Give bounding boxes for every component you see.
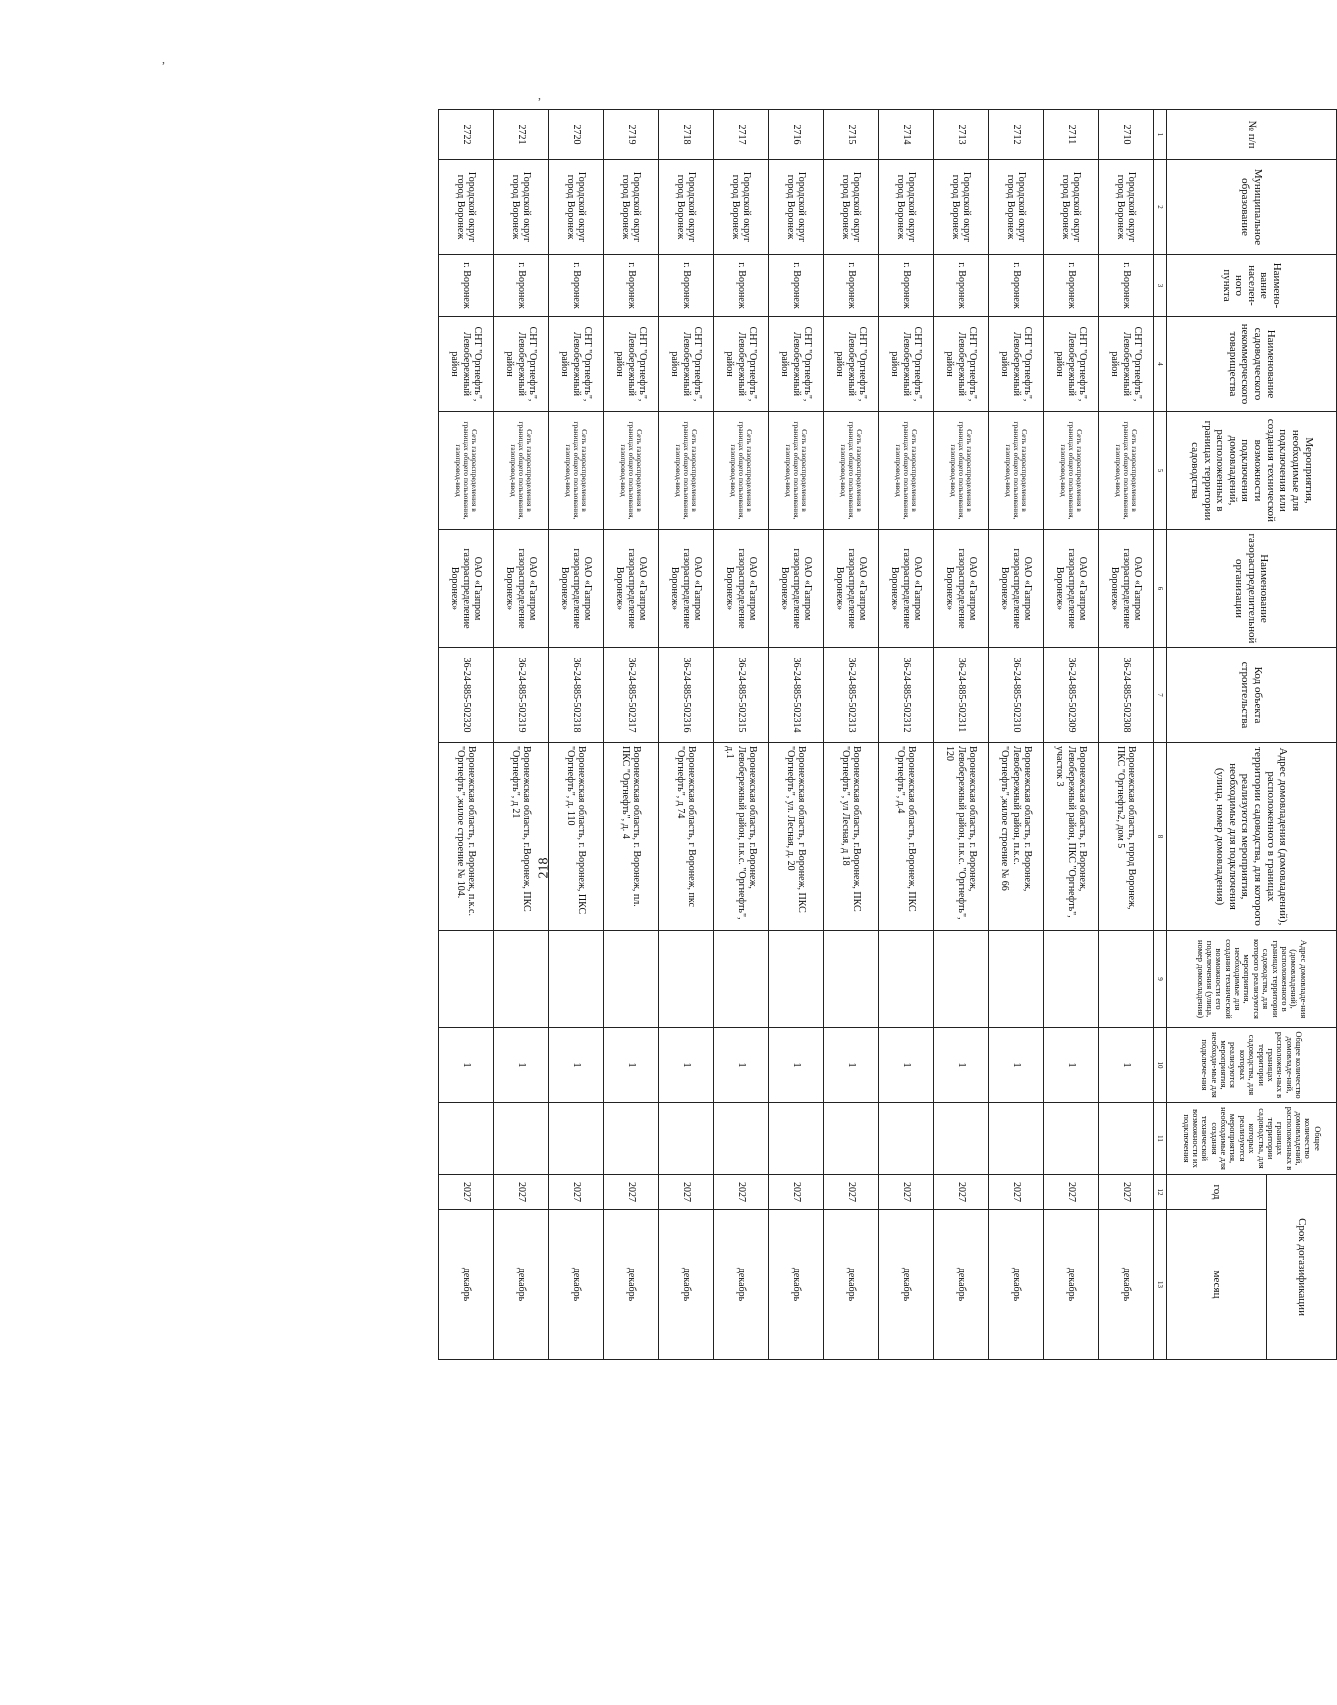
count-cell: 1 bbox=[549, 1028, 604, 1103]
year-cell: 2027 bbox=[714, 1175, 769, 1210]
object-code-cell: 36-24-885-502317 bbox=[604, 648, 659, 743]
year-cell: 2027 bbox=[659, 1175, 714, 1210]
settlement-cell: г. Воронеж bbox=[549, 255, 604, 317]
row-number: 2715 bbox=[824, 110, 879, 160]
settlement-cell: г. Воронеж bbox=[769, 255, 824, 317]
count-tech-cell bbox=[989, 1103, 1044, 1175]
municipality-cell: Городской округ город Воронеж bbox=[769, 160, 824, 255]
address-cell: Воронежская область, г. Воронеж, Левобережный район, ПКС "Оргнефть", участок 3 bbox=[1044, 743, 1099, 931]
event-cell: Сеть газораспределения в границах общего пользования, газопровод-ввод bbox=[1044, 412, 1099, 530]
event-cell: Сеть газораспределения в границах общего пользования, газопровод-ввод bbox=[1099, 412, 1154, 530]
municipality-cell: Городской округ город Воронеж bbox=[879, 160, 934, 255]
address-cell: Воронежская область, г. Воронеж, п.к.с. "Оргнефть",жилое строение № 104. bbox=[439, 743, 494, 931]
object-code-cell: 36-24-885-502315 bbox=[714, 648, 769, 743]
row-number: 2717 bbox=[714, 110, 769, 160]
address-tech-cell bbox=[934, 931, 989, 1028]
header-month: месяц bbox=[1167, 1210, 1267, 1360]
snt-cell: СНТ "Оргнефть", Левобережный район bbox=[879, 317, 934, 412]
address-tech-cell bbox=[494, 931, 549, 1028]
municipality-cell: Городской округ город Воронеж bbox=[1099, 160, 1154, 255]
column-number: 9 bbox=[1154, 931, 1167, 1028]
table-row bbox=[714, 110, 769, 1360]
object-code-cell: 36-24-885-502311 bbox=[934, 648, 989, 743]
column-number: 1 bbox=[1154, 110, 1167, 160]
month-cell: декабрь bbox=[769, 1210, 824, 1360]
table-row bbox=[879, 110, 934, 1360]
document-table-area bbox=[77, 109, 1337, 1316]
table-row bbox=[1044, 110, 1099, 1360]
object-code-cell: 36-24-885-502320 bbox=[439, 648, 494, 743]
object-code-cell: 36-24-885-502319 bbox=[494, 648, 549, 743]
count-tech-cell bbox=[494, 1103, 549, 1175]
gas-org-cell: ОАО «Газпром газораспределение Воронеж» bbox=[824, 530, 879, 648]
year-cell: 2027 bbox=[494, 1175, 549, 1210]
object-code-cell: 36-24-885-502313 bbox=[824, 648, 879, 743]
municipality-cell: Городской округ город Воронеж bbox=[604, 160, 659, 255]
column-number: 2 bbox=[1154, 160, 1167, 255]
object-code-cell: 36-24-885-502310 bbox=[989, 648, 1044, 743]
count-tech-cell bbox=[934, 1103, 989, 1175]
object-code-cell: 36-24-885-502316 bbox=[659, 648, 714, 743]
year-cell: 2027 bbox=[769, 1175, 824, 1210]
object-code-cell: 36-24-885-502314 bbox=[769, 648, 824, 743]
address-cell: Воронежская область, г.Воронеж, ПКС "Оргнефть", д.4 bbox=[879, 743, 934, 931]
column-number: 10 bbox=[1154, 1028, 1167, 1103]
page-number: 218 bbox=[536, 857, 552, 879]
row-number: 2716 bbox=[769, 110, 824, 160]
month-cell: декабрь bbox=[659, 1210, 714, 1360]
gas-org-cell: ОАО «Газпром газораспределение Воронеж» bbox=[494, 530, 549, 648]
gas-org-cell: ОАО «Газпром газораспределение Воронеж» bbox=[549, 530, 604, 648]
snt-cell: СНТ "Оргнефть", Левобережный район bbox=[439, 317, 494, 412]
count-tech-cell bbox=[879, 1103, 934, 1175]
month-cell: декабрь bbox=[604, 1210, 659, 1360]
year-cell: 2027 bbox=[934, 1175, 989, 1210]
settlement-cell: г. Воронеж bbox=[824, 255, 879, 317]
year-cell: 2027 bbox=[824, 1175, 879, 1210]
gas-org-cell: ОАО «Газпром газораспределение Воронеж» bbox=[989, 530, 1044, 648]
gas-org-cell: ОАО «Газпром газораспределение Воронеж» bbox=[604, 530, 659, 648]
address-tech-cell bbox=[659, 931, 714, 1028]
table-row bbox=[824, 110, 879, 1360]
column-number: 4 bbox=[1154, 317, 1167, 412]
event-cell: Сеть газораспределения в границах общего пользования, газопровод-ввод bbox=[879, 412, 934, 530]
event-cell: Сеть газораспределения в границах общего пользования, газопровод-ввод bbox=[824, 412, 879, 530]
settlement-cell: г. Воронеж bbox=[1044, 255, 1099, 317]
table-body bbox=[439, 110, 1154, 1360]
gas-org-cell: ОАО «Газпром газораспределение Воронеж» bbox=[1044, 530, 1099, 648]
count-cell: 1 bbox=[494, 1028, 549, 1103]
count-tech-cell bbox=[769, 1103, 824, 1175]
header-num: № п/п bbox=[1167, 110, 1337, 160]
header-address-tech: Адрес домовладе-ния (домовладений), расположенного в границах территории садоводства, для которого реализуются мероприятия, необходимые для создания технической возможности его подключения (улица, номер домовладения) bbox=[1167, 931, 1337, 1028]
event-cell: Сеть газораспределения в границах общего пользования, газопровод-ввод bbox=[439, 412, 494, 530]
address-tech-cell bbox=[769, 931, 824, 1028]
gas-org-cell: ОАО «Газпром газораспределение Воронеж» bbox=[439, 530, 494, 648]
row-number: 2712 bbox=[989, 110, 1044, 160]
snt-cell: СНТ "Оргнефть", Левобережный район bbox=[989, 317, 1044, 412]
municipality-cell: Городской округ город Воронеж bbox=[439, 160, 494, 255]
municipality-cell: Городской округ город Воронеж bbox=[494, 160, 549, 255]
address-cell: Воронежская область, г. Воронеж, пл. ПКС "Оргнефть", д. 4 bbox=[604, 743, 659, 931]
snt-cell: СНТ "Оргнефть", Левобережный район bbox=[714, 317, 769, 412]
address-tech-cell bbox=[879, 931, 934, 1028]
object-code-cell: 36-24-885-502309 bbox=[1044, 648, 1099, 743]
row-number: 2719 bbox=[604, 110, 659, 160]
address-cell: Воронежская область, г. Воронеж, Левобережный район, п.к.с. "Оргнефть", 120 bbox=[934, 743, 989, 931]
count-tech-cell bbox=[604, 1103, 659, 1175]
table-row bbox=[769, 110, 824, 1360]
count-cell: 1 bbox=[1044, 1028, 1099, 1103]
scan-speck: , bbox=[162, 52, 165, 66]
column-number: 5 bbox=[1154, 412, 1167, 530]
gas-org-cell: ОАО «Газпром газораспределение Воронеж» bbox=[659, 530, 714, 648]
snt-cell: СНТ "Оргнефть", Левобережный район bbox=[769, 317, 824, 412]
municipality-cell: Городской округ город Воронеж bbox=[1044, 160, 1099, 255]
table-row bbox=[494, 110, 549, 1360]
row-number: 2718 bbox=[659, 110, 714, 160]
address-tech-cell bbox=[714, 931, 769, 1028]
count-cell: 1 bbox=[934, 1028, 989, 1103]
column-number: 3 bbox=[1154, 255, 1167, 317]
table-row bbox=[549, 110, 604, 1360]
gas-org-cell: ОАО «Газпром газораспределение Воронеж» bbox=[769, 530, 824, 648]
row-number: 2721 bbox=[494, 110, 549, 160]
rotated-table-container bbox=[187, 109, 1337, 1369]
table-row bbox=[989, 110, 1044, 1360]
count-tech-cell bbox=[1099, 1103, 1154, 1175]
address-cell: Воронежская область, г. Воронеж, Левобережный район, п.к.с. "Оргнефть",жилое строение № 66 bbox=[989, 743, 1044, 931]
count-cell: 1 bbox=[1099, 1028, 1154, 1103]
header-object-code: Код объекта строительства bbox=[1167, 648, 1337, 743]
header-gas-org: Наименование газораспределительной организации bbox=[1167, 530, 1337, 648]
gas-org-cell: ОАО «Газпром газораспределение Воронеж» bbox=[879, 530, 934, 648]
count-cell: 1 bbox=[989, 1028, 1044, 1103]
gasification-table bbox=[438, 109, 1337, 1360]
municipality-cell: Городской округ город Воронеж bbox=[659, 160, 714, 255]
event-cell: Сеть газораспределения в границах общего пользования, газопровод-ввод bbox=[989, 412, 1044, 530]
address-tech-cell bbox=[604, 931, 659, 1028]
gas-org-cell: ОАО «Газпром газораспределение Воронеж» bbox=[714, 530, 769, 648]
count-tech-cell bbox=[824, 1103, 879, 1175]
address-cell: Воронежская область, г.Воронеж, Левобережный район, п.к.с. "Оргнефть", д.1 bbox=[714, 743, 769, 931]
count-cell: 1 bbox=[769, 1028, 824, 1103]
address-cell: Воронежская область, г. Воронеж, ПКС "Оргнефть", д. 110 bbox=[549, 743, 604, 931]
municipality-cell: Городской округ город Воронеж bbox=[714, 160, 769, 255]
count-cell: 1 bbox=[714, 1028, 769, 1103]
table-row bbox=[934, 110, 989, 1360]
table-row bbox=[659, 110, 714, 1360]
header-municipality: Муниципальное образование bbox=[1167, 160, 1337, 255]
settlement-cell: г. Воронеж bbox=[714, 255, 769, 317]
year-cell: 2027 bbox=[604, 1175, 659, 1210]
row-number: 2720 bbox=[549, 110, 604, 160]
count-tech-cell bbox=[659, 1103, 714, 1175]
header-year: год bbox=[1167, 1175, 1267, 1210]
header-events: Мероприятия, необходимые для подключения или создания технической возможности подключения домовладений, расположенных в границах территории садоводства bbox=[1167, 412, 1337, 530]
row-number: 2710 bbox=[1099, 110, 1154, 160]
count-tech-cell bbox=[1044, 1103, 1099, 1175]
event-cell: Сеть газораспределения в границах общего пользования, газопровод-ввод bbox=[714, 412, 769, 530]
address-tech-cell bbox=[549, 931, 604, 1028]
month-cell: декабрь bbox=[714, 1210, 769, 1360]
settlement-cell: г. Воронеж bbox=[494, 255, 549, 317]
count-cell: 1 bbox=[824, 1028, 879, 1103]
month-cell: декабрь bbox=[549, 1210, 604, 1360]
count-tech-cell bbox=[439, 1103, 494, 1175]
count-cell: 1 bbox=[439, 1028, 494, 1103]
event-cell: Сеть газораспределения в границах общего пользования, газопровод-ввод bbox=[934, 412, 989, 530]
table-row bbox=[439, 110, 494, 1360]
snt-cell: СНТ "Оргнефть", Левобережный район bbox=[934, 317, 989, 412]
count-tech-cell bbox=[549, 1103, 604, 1175]
month-cell: декабрь bbox=[989, 1210, 1044, 1360]
address-tech-cell bbox=[824, 931, 879, 1028]
scan-speck: , bbox=[538, 88, 541, 102]
year-cell: 2027 bbox=[1044, 1175, 1099, 1210]
event-cell: Сеть газораспределения в границах общего пользования, газопровод-ввод bbox=[769, 412, 824, 530]
object-code-cell: 36-24-885-502312 bbox=[879, 648, 934, 743]
address-tech-cell bbox=[1099, 931, 1154, 1028]
year-cell: 2027 bbox=[879, 1175, 934, 1210]
snt-cell: СНТ "Оргнефть", Левобережный район bbox=[659, 317, 714, 412]
address-tech-cell bbox=[1044, 931, 1099, 1028]
snt-cell: СНТ "Оргнефть", Левобережный район bbox=[1099, 317, 1154, 412]
address-cell: Воронежская область, г.Воронеж, ПКС "Оргнефть", д 21 bbox=[494, 743, 549, 931]
snt-cell: СНТ "Оргнефть", Левобережный район bbox=[604, 317, 659, 412]
month-cell: декабрь bbox=[439, 1210, 494, 1360]
count-cell: 1 bbox=[604, 1028, 659, 1103]
snt-cell: СНТ "Оргнефть", Левобережный район bbox=[494, 317, 549, 412]
month-cell: декабрь bbox=[879, 1210, 934, 1360]
month-cell: декабрь bbox=[1099, 1210, 1154, 1360]
header-deadline: Срок догазификации bbox=[1267, 1175, 1337, 1360]
settlement-cell: г. Воронеж bbox=[879, 255, 934, 317]
object-code-cell: 36-24-885-502308 bbox=[1099, 648, 1154, 743]
municipality-cell: Городской округ город Воронеж bbox=[934, 160, 989, 255]
table-row bbox=[604, 110, 659, 1360]
settlement-cell: г. Воронеж bbox=[604, 255, 659, 317]
month-cell: декабрь bbox=[1044, 1210, 1099, 1360]
row-number: 2714 bbox=[879, 110, 934, 160]
municipality-cell: Городской округ город Воронеж bbox=[824, 160, 879, 255]
municipality-cell: Городской округ город Воронеж bbox=[549, 160, 604, 255]
address-tech-cell bbox=[989, 931, 1044, 1028]
column-number-row bbox=[1154, 110, 1167, 1360]
count-cell: 1 bbox=[659, 1028, 714, 1103]
municipality-cell: Городской округ город Воронеж bbox=[989, 160, 1044, 255]
settlement-cell: г. Воронеж bbox=[659, 255, 714, 317]
snt-cell: СНТ "Оргнефть", Левобережный район bbox=[549, 317, 604, 412]
header-row bbox=[1267, 110, 1337, 1360]
event-cell: Сеть газораспределения в границах общего пользования, газопровод-ввод bbox=[604, 412, 659, 530]
event-cell: Сеть газораспределения в границах общего пользования, газопровод-ввод bbox=[659, 412, 714, 530]
row-number: 2711 bbox=[1044, 110, 1099, 160]
event-cell: Сеть газораспределения в границах общего пользования, газопровод-ввод bbox=[549, 412, 604, 530]
row-number: 2722 bbox=[439, 110, 494, 160]
address-cell: Воронежская область, г Воронеж, ПКС "Оргнефть", ул. Лесная, д. 20 bbox=[769, 743, 824, 931]
year-cell: 2027 bbox=[989, 1175, 1044, 1210]
event-cell: Сеть газораспределения в границах общего пользования, газопровод-ввод bbox=[494, 412, 549, 530]
month-cell: декабрь bbox=[824, 1210, 879, 1360]
header-snt: Наименование садоводческого некоммерческого товарищества bbox=[1167, 317, 1337, 412]
year-cell: 2027 bbox=[1099, 1175, 1154, 1210]
gas-org-cell: ОАО «Газпром газораспределение Воронеж» bbox=[1099, 530, 1154, 648]
address-cell: Воронежская область, город Воронеж, ПКС "Оргнефть2, дом 5 bbox=[1099, 743, 1154, 931]
header-count-tech: Общее количество домовладений, расположенных в границах территории садоводства, для которых реализуются мероприятия, необходимые для создания технической возможности их подключения bbox=[1167, 1103, 1337, 1175]
count-tech-cell bbox=[714, 1103, 769, 1175]
header-settlement: Наимено-вание населен-ного пункта bbox=[1167, 255, 1337, 317]
gas-org-cell: ОАО «Газпром газораспределение Воронеж» bbox=[934, 530, 989, 648]
snt-cell: СНТ "Оргнефть", Левобережный район bbox=[824, 317, 879, 412]
year-cell: 2027 bbox=[439, 1175, 494, 1210]
year-cell: 2027 bbox=[549, 1175, 604, 1210]
column-number: 13 bbox=[1154, 1210, 1167, 1360]
column-number: 6 bbox=[1154, 530, 1167, 648]
column-number: 12 bbox=[1154, 1175, 1167, 1210]
column-number: 7 bbox=[1154, 648, 1167, 743]
header-count: Общее количество домовладе-ний, расположен-ных в границах территории садоводства, для которых реализуются мероприятия, необходи-мые для подключе-ния bbox=[1167, 1028, 1337, 1103]
month-cell: декабрь bbox=[934, 1210, 989, 1360]
month-cell: декабрь bbox=[494, 1210, 549, 1360]
column-number: 8 bbox=[1154, 743, 1167, 931]
settlement-cell: г. Воронеж bbox=[934, 255, 989, 317]
row-number: 2713 bbox=[934, 110, 989, 160]
address-cell: Воронежская область, г Воронеж, пкс "Оргнефть", д 74 bbox=[659, 743, 714, 931]
settlement-cell: г. Воронеж bbox=[1099, 255, 1154, 317]
settlement-cell: г. Воронеж bbox=[989, 255, 1044, 317]
table-row bbox=[1099, 110, 1154, 1360]
address-tech-cell bbox=[439, 931, 494, 1028]
header-address: Адрес домовладения (домовладений), расположенного в границах территории садоводства, для которого реализуются мероприятия, необходимые для подключения (улица, номер домовладения) bbox=[1167, 743, 1337, 931]
settlement-cell: г. Воронеж bbox=[439, 255, 494, 317]
object-code-cell: 36-24-885-502318 bbox=[549, 648, 604, 743]
snt-cell: СНТ "Оргнефть", Левобережный район bbox=[1044, 317, 1099, 412]
count-cell: 1 bbox=[879, 1028, 934, 1103]
column-number: 11 bbox=[1154, 1103, 1167, 1175]
address-cell: Воронежская область, г.Воронеж, ПКС "Оргнефть", ул Лесная, д 18 bbox=[824, 743, 879, 931]
